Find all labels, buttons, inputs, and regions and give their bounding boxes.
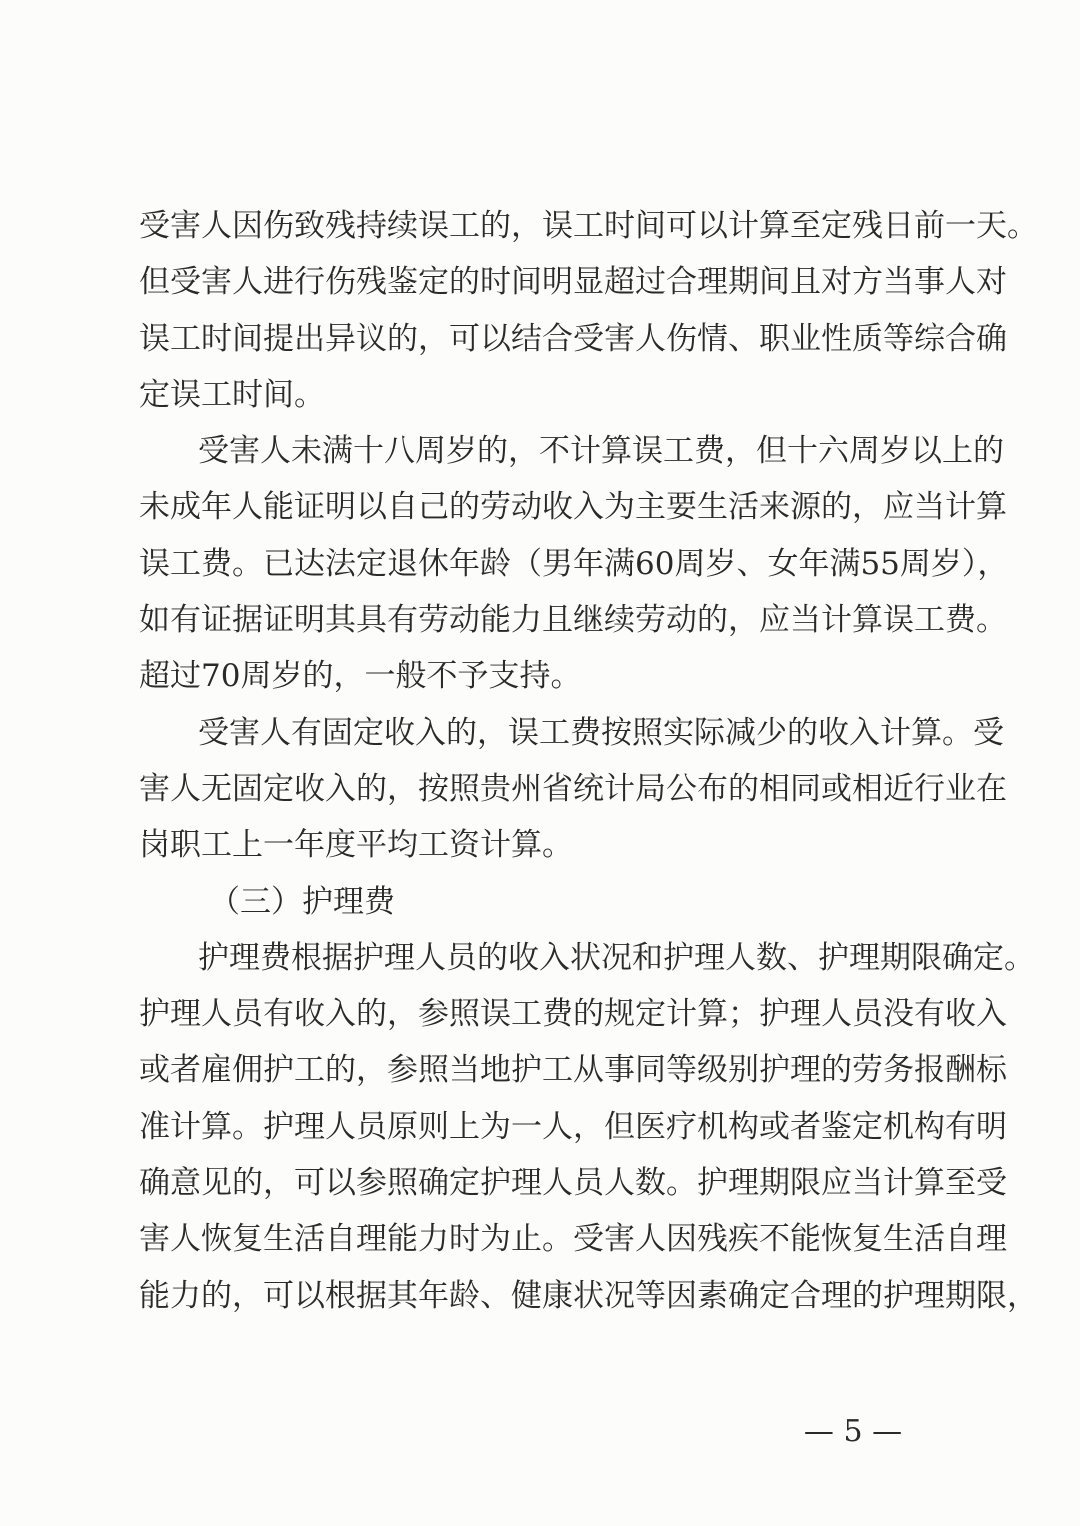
text-line: 护理人员有收入的，参照误工费的规定计算；护理人员没有收入 xyxy=(139,996,1007,1033)
paragraph-first-line: 受害人未满十八周岁的，不计算误工费，但十六周岁以上的 xyxy=(198,433,1004,470)
text-line: 定误工时间。 xyxy=(139,376,325,413)
text-line: 误工时间提出异议的，可以结合受害人伤情、职业性质等综合确 xyxy=(139,320,1007,357)
text-line: 能力的，可以根据其年龄、健康状况等因素确定合理的护理期限， xyxy=(139,1277,1038,1314)
text-line: 或者雇佣护工的，参照当地护工从事同等级别护理的劳务报酬标 xyxy=(139,1052,1007,1089)
text-line: 如有证据证明其具有劳动能力且继续劳动的，应当计算误工费。 xyxy=(139,602,1007,639)
text-line: 但受害人进行伤残鉴定的时间明显超过合理期间且对方当事人对 xyxy=(139,264,1007,301)
text-line: 未成年人能证明以自己的劳动收入为主要生活来源的，应当计算 xyxy=(139,489,1007,526)
document-body xyxy=(139,198,1038,1324)
paragraph-first-line: 护理费根据护理人员的收入状况和护理人数、护理期限确定。 xyxy=(198,939,1035,976)
text-line: 受害人因伤致残持续误工的，误工时间可以计算至定残日前一天。 xyxy=(139,208,1038,244)
text-line: 害人无固定收入的，按照贵州省统计局公布的相同或相近行业在 xyxy=(139,770,1007,807)
text-line: 误工费。已达法定退休年龄（男年满60周岁、女年满55周岁）， xyxy=(139,545,1009,582)
text-line: 确意见的，可以参照确定护理人员人数。护理期限应当计算至受 xyxy=(139,1165,1007,1202)
text-line: 准计算。护理人员原则上为一人，但医疗机构或者鉴定机构有明 xyxy=(139,1108,1007,1145)
text-line: 害人恢复生活自理能力时为止。受害人因残疾不能恢复生活自理 xyxy=(139,1221,1007,1258)
section-heading: （三）护理费 xyxy=(209,883,395,920)
text-line: 岗职工上一年度平均工资计算。 xyxy=(139,827,573,864)
paragraph-first-line: 受害人有固定收入的，误工费按照实际减少的收入计算。受 xyxy=(198,714,1004,751)
text-line: 超过70周岁的，一般不予支持。 xyxy=(139,658,582,695)
page-number: — 5 — xyxy=(803,1414,903,1449)
